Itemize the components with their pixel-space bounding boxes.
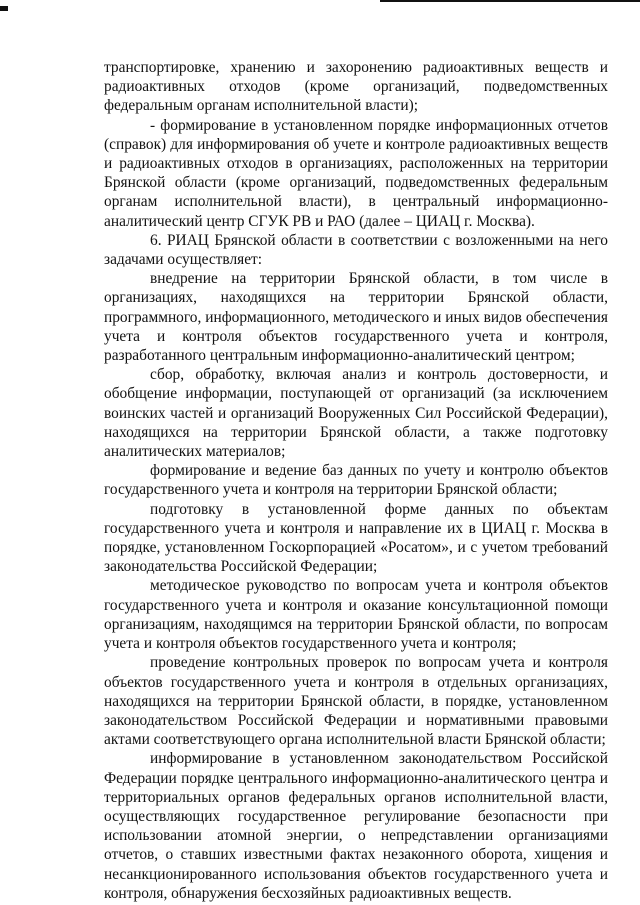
paragraph-data-preparation: подготовку в установленной форме данных по объектам государственного учета и контроля и направление их в ЦИАЦ г. Москва в порядке, установленном Госкорпорацией «Росатом», и с учетом требований законодательства Российской Федерации; — [104, 500, 608, 576]
document-body — [104, 58, 608, 903]
paragraph-methodical-guidance: методическое руководство по вопросам учета и контроля объектов государственного учета и контроля и оказание консультационной помощи организациям, находящимся на территории Брянской области, по вопросам учета и контроля объектов государственного учета и контроля; — [104, 577, 608, 653]
scan-edge-mark-top — [380, 0, 640, 2]
paragraph-informing: информирование в установленном законодательством Российской Федерации порядке центрального информационно-аналитического центра и территориальных органов федеральных органов исполнительной власти, осуществляющих государственное регулирование безопасности при использовании атомной энергии, о непредставлении организациями отчетов, о ставших известными фактах незаконного оборота, хищения и несанкционированного использования объектов государственного учета и контроля, обнаружения бесхозяйных радиоактивных веществ. — [104, 750, 608, 902]
paragraph-inspections: проведение контрольных проверок по вопросам учета и контроля объектов государственного учета и контроля в отдельных организациях, находящихся на территории Брянской области, в порядке, установленном законодательством Российской Федерации и нормативными правовыми актами соответствующего органа исполнительной власти Брянской области; — [104, 654, 608, 749]
paragraph-section-6: 6. РИАЦ Брянской области в соответствии с возложенными на него задачами осуществляет: — [104, 231, 608, 269]
paragraph-databases: формирование и ведение баз данных по учету и контролю объектов государственного учета и контроля на территории Брянской области; — [104, 462, 608, 499]
paragraph-reporting: - формирование в установленном порядке информационных отчетов (справок) для информирования об учете и контроле радиоактивных веществ и радиоактивных отходов в организациях, расположенных на территории Брянской области (кроме организаций, подведомственных федеральным органам исполнительной власти), в центральный информационно-аналитический центр СГУК РВ и РАО (далее – ЦИАЦ г. Москва). — [104, 116, 608, 230]
paragraph-collection: сбор, обработку, включая анализ и контроль достоверности, и обобщение информации, поступающей от организаций (за исключением воинских частей и организаций Вооруженных Сил Российской Федерации), находящихся на территории Брянской области, а также подготовку аналитических материалов; — [104, 366, 608, 461]
paragraph-continuation: транспортировке, хранению и захоронению радиоактивных веществ и радиоактивных отходов (кроме организаций, подведомственных федеральным органам исполнительной власти); — [104, 59, 608, 115]
scan-edge-mark-left — [0, 6, 8, 11]
paragraph-implementation: внедрение на территории Брянской области, в том числе в организациях, находящихся на территории Брянской области, программного, информационного, методического и иных видов обеспечения учета и контроля объектов государственного учета и контроля, разработанного центральным информационно-аналитический центром; — [104, 270, 608, 365]
